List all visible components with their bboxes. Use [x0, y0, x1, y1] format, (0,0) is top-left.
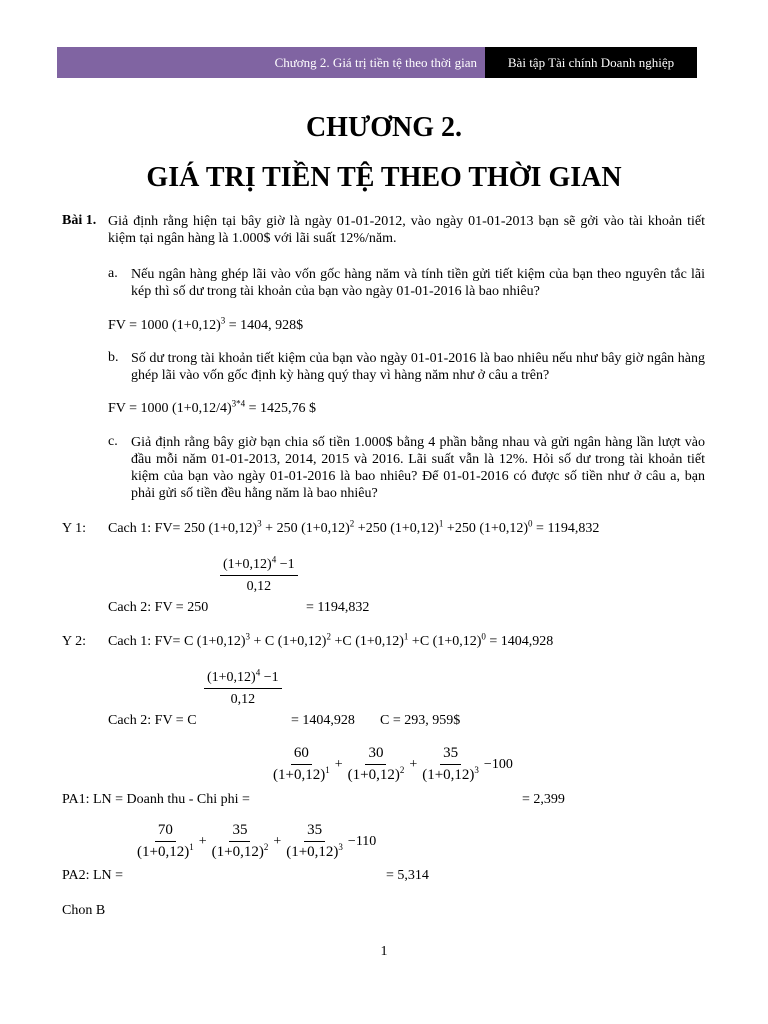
y1-method2-label: Cach 2: FV = 250 — [108, 600, 209, 615]
part-a-label: a. — [108, 266, 118, 281]
pa2-term-1: $\frac{70}{(1+0,12)^1}$ — [137, 822, 194, 860]
part-c-label: c. — [108, 434, 118, 449]
pa1-plus-1: + — [334, 756, 343, 772]
conclusion: Chon B — [62, 903, 106, 918]
pa1-term-3: $\frac{35}{(1+0,12)^3}$ — [422, 745, 479, 783]
y2-method1: Cach 1: FV= C $(1+0,12)^3 + C$ $(1+0,12)^2 +C$ $(1+0,12)^1 +C$ $(1+0,12)^0 = 1404,928$ — [108, 631, 554, 649]
y2-label: Y 2: — [62, 634, 86, 649]
pa2-plus-2: + — [273, 833, 282, 849]
pa2-term-2: $\frac{35}{(1+0,12)^2}$ — [211, 822, 269, 860]
y2-deposit-value: C = 293, 959$ — [380, 713, 461, 728]
y1-method1: Cach 1: FV= 250 $(1+0,12)^3 + 250$ $(1+0,12)^2 +250$ $(1+0,12)^1 +250$ $(1+0,12)^0 = 1194,832$ — [108, 518, 600, 536]
header-book-text: Bài tập Tài chính Doanh nghiệp — [507, 54, 675, 70]
pa2-label: PA2: LN = — [62, 868, 124, 883]
pa2-tail: −110 — [347, 833, 377, 849]
pa2-result: = 5,314 — [386, 868, 429, 883]
page-number: 1 — [380, 944, 388, 959]
pa2-formula — [134, 822, 378, 861]
part-b-question: Số dư trong tài khoản tiết kiệm của bạn vào ngày 01-01-2016 là bao nhiêu nếu như bây giờ ngân hàng ghép lãi vào vốn gốc định kỳ hàng quý thay vì hàng năm như ở câu a trên? — [131, 351, 705, 383]
pa1-tail: −100 — [483, 756, 513, 772]
pa1-term-1: $\frac{60}{(1+0,12)^1}$ — [273, 745, 330, 783]
y2-method2-result: = 1404,928 — [291, 713, 355, 728]
pa1-result: = 2,399 — [522, 792, 565, 807]
pa2-term-3: $\frac{35}{(1+0,12)^3}$ — [286, 822, 343, 860]
pa1-formula — [270, 745, 515, 784]
pa1-term-2: $\frac{30}{(1+0,12)^2}$ — [347, 745, 405, 783]
header-book-title — [485, 47, 697, 78]
y1-method2-result: = 1194,832 — [306, 600, 370, 615]
pa2-plus-1: + — [198, 833, 207, 849]
part-c-question: Giả định rằng bây giờ bạn chia số tiền 1.000$ bằng 4 phần bằng nhau và gửi ngân hàng lần lượt vào đầu mỗi năm 01-01-2013, 2014, 2015 và 2016. Lãi suất vẫn là 12%. Hỏi số dư trong tài khoản tiết kiệm của bạn vào ngày 01-01-2016 là bao nhiêu? Để 01-01-2016 có được số tiền như ở câu a, bạn phải gửi số tiền đều hằng năm là bao nhiêu? — [131, 435, 705, 501]
chapter-heading: CHƯƠNG 2. — [305, 112, 463, 143]
pa1-label: PA1: LN = Doanh thu - Chi phi = — [62, 792, 250, 807]
part-b-answer: FV = 1000 $(1+0,12/4)^{3*4} = 1425,76$ $ — [108, 398, 317, 416]
exercise-statement: Giả định rằng hiện tại bây giờ là ngày 01-01-2012, vào ngày 01-01-2013 bạn sẽ gởi vào tài khoản tiết kiệm tại ngân hàng là 1.000$ với lãi suất 12%/năm. — [108, 214, 705, 246]
exercise-label: Bài 1. — [62, 213, 97, 228]
y2-method2-label: Cach 2: FV = C — [108, 713, 197, 728]
part-b-label: b. — [108, 350, 119, 365]
pa1-plus-2: + — [409, 756, 418, 772]
y1-annuity-fraction: $\frac{(1+0,12)^4 -1}{0,12}$ — [220, 556, 298, 595]
part-a-answer: FV = 1000 $(1+0,12)^3 = 1404$, 928$ — [108, 315, 304, 333]
y2-annuity-fraction: $\frac{(1+0,12)^4 -1}{0,12}$ — [204, 669, 282, 708]
header-chapter-title — [57, 47, 485, 78]
y1-label: Y 1: — [62, 521, 86, 536]
chapter-subtitle: GIÁ TRỊ TIỀN TỆ THEO THỜI GIAN — [146, 162, 622, 193]
header-chapter-text: Chương 2. Giá trị tiền tệ theo thời gian — [274, 54, 477, 70]
part-a-question: Nếu ngân hàng ghép lãi vào vốn gốc hàng năm và tính tiền gửi tiết kiệm của bạn theo nguyên tắc lãi kép thì số dư trong tài khoản của bạn vào ngày 01-01-2016 là bao nhiêu? — [131, 267, 705, 299]
